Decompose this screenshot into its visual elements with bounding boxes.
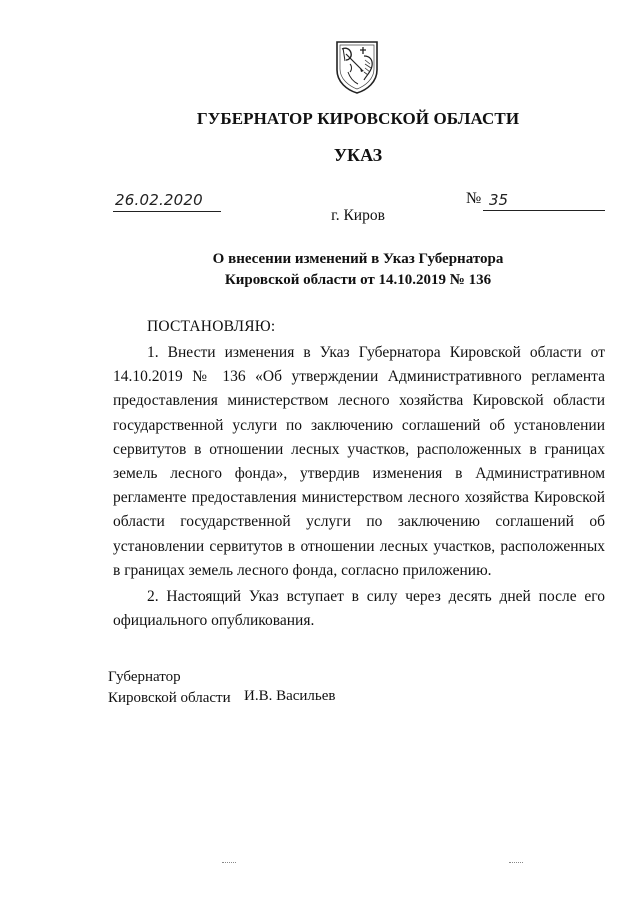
- subject-line-2: Кировской области от 14.10.2019 № 136: [224, 272, 492, 288]
- issuing-authority: ГУБЕРНАТОР КИРОВСКОЙ ОБЛАСТИ: [196, 109, 520, 128]
- document-type: УКАЗ: [333, 145, 383, 165]
- signatory-title-line-1: Губернатор: [108, 669, 181, 685]
- paragraph-2: 2. Настоящий Указ вступает в силу через десять дней после его официального опубликования.: [113, 588, 605, 630]
- subject-line-1: О внесении изменений в Указ Губернатора: [212, 251, 504, 267]
- scan-mark: [222, 862, 236, 863]
- document-subject: [0, 249, 640, 291]
- city: г. Киров: [331, 207, 385, 224]
- signatory-name: И.В. Васильев: [244, 688, 336, 704]
- document-date: 26.02.2020: [115, 191, 203, 209]
- paragraph-1: 1. Внести изменения в Указ Губернатора Кировской области от 14.10.2019 № 136 «Об утверждении Административного регламента предоставления министерством лесного хозяйства Кировской области государственной услуги по заключению соглашений об установлении сервитутов в отношении лесных участков, расположенных в границах земель лесного фонда», утвердив изменения в Административном регламенте предоставления министерством лесного хозяйства Кировской области государственной услуги по заключению соглашений об установлении сервитутов в отношении лесных участков, расположенных в границах земель лесного фонда, согласно приложению.: [113, 344, 605, 579]
- signatory-title-line-2: Кировской области: [108, 690, 231, 706]
- decree-word: ПОСТАНОВЛЯЮ:: [147, 318, 276, 335]
- coat-of-arms-icon: [334, 40, 380, 94]
- document-number: 35: [489, 191, 509, 209]
- scan-mark: [509, 862, 523, 863]
- number-label: №: [466, 190, 482, 207]
- signatory-title: [108, 667, 231, 709]
